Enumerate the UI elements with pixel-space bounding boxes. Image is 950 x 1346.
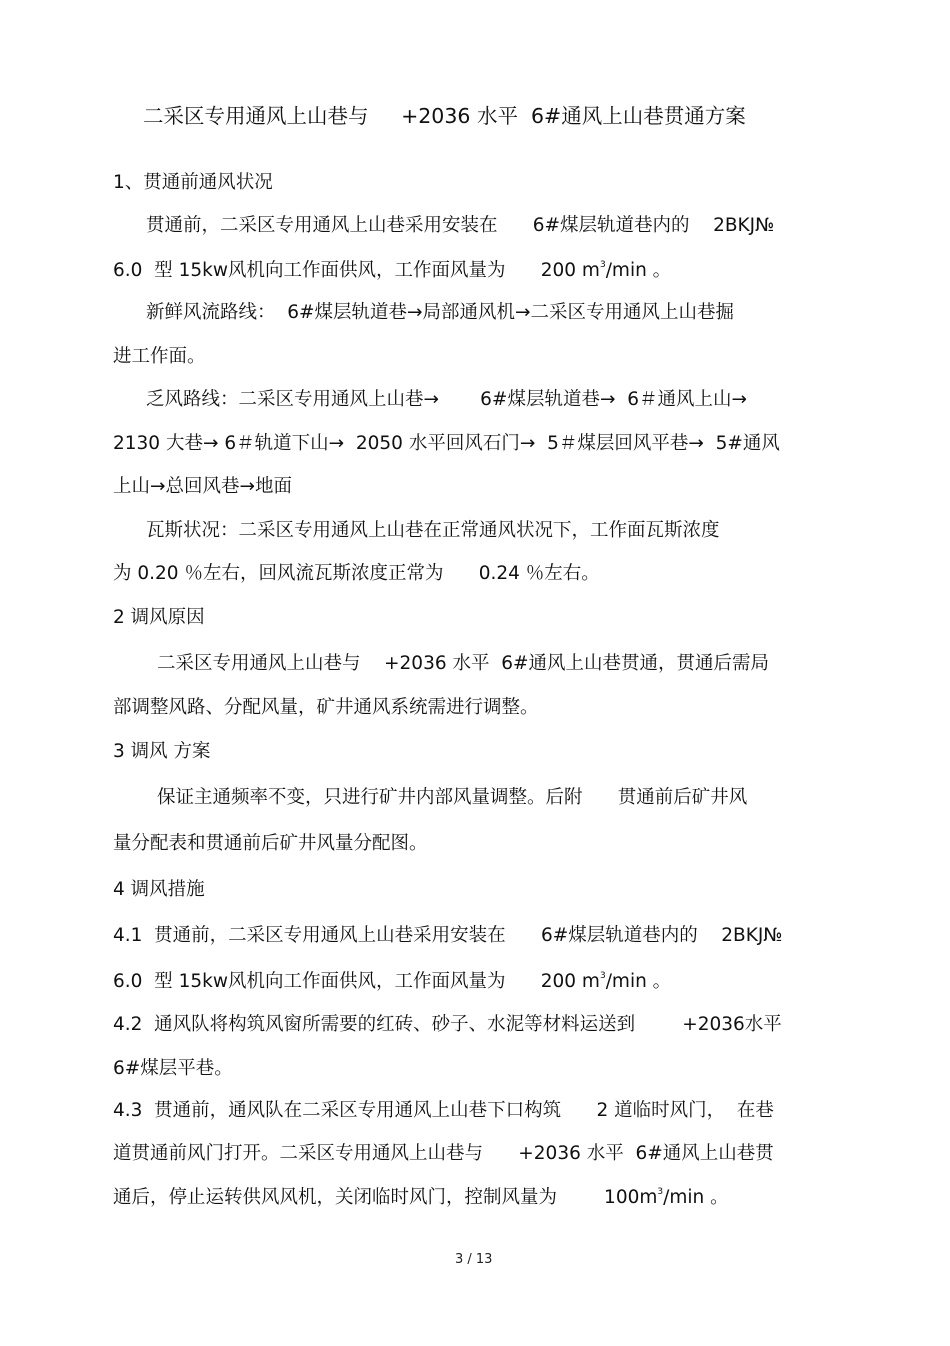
para-1-3-line-1: 乏风路线：二采区专用通风上山巷→ 6#煤层轨道巷→ 6＃通风上山→ (146, 389, 747, 410)
cubic-exponent: 3 (657, 1187, 664, 1197)
para-4-3-line-1: 4.3 贯通前，通风队在二采区专用通风上山巷下口构筑 2 道临时风门， 在巷 (113, 1100, 774, 1121)
para-4-2-line-1: 4.2 通风队将构筑风窗所需要的红砖、砂子、水泥等材料运送到 +2036水平 (113, 1014, 782, 1035)
heading-4: 4 调风措施 (113, 879, 205, 900)
heading-1: 1、贯通前通风状况 (113, 172, 273, 193)
para-3-1-line-2: 量分配表和贯通前后矿井风量分配图。 (113, 833, 428, 854)
heading-3: 3 调风 方案 (113, 741, 211, 762)
para-1-4-line-1: 瓦斯状况：二采区专用通风上山巷在正常通风状况下，工作面瓦斯浓度 (146, 520, 720, 541)
cubic-exponent: 3 (599, 260, 606, 270)
para-3-1-line-1: 保证主通频率不变，只进行矿井内部风量调整。后附 贯通前后矿井风 (157, 787, 748, 808)
para-4-3-line-3: 通后，停止运转供风风机，关闭临时风门，控制风量为 $100m^3/\min$ 。 (113, 1187, 729, 1208)
para-4-3-line-2: 道贯通前风门打开。二采区专用通风上山巷与 +2036 水平 6#通风上山巷贯 (113, 1143, 774, 1164)
para-2-1-line-2: 部调整风路、分配风量，矿井通风系统需进行调整。 (113, 697, 539, 718)
para-1-4-line-2: 为 0.20 ％左右，回风流瓦斯浓度正常为 0.24 ％左右。 (113, 563, 600, 584)
para-1-3-line-2: 2130 大巷→ 6＃轨道下山→ 2050 水平回风石门→ 5＃煤层回风平巷→ 5#通风 (113, 433, 780, 454)
para-4-2-line-2: 6#煤层平巷。 (113, 1058, 233, 1079)
page-title: 二采区专用通风上山巷与 +2036 水平 6#通风上山巷贯通方案 (143, 104, 746, 128)
page-number: 3 / 13 (455, 1252, 493, 1267)
para-1-1-line-2: 6.0 型 15kw风机向工作面供风，工作面风量为 200 $m^3/\min$ 。 (113, 260, 672, 281)
para-1-2-line-1: 新鲜风流路线： 6#煤层轨道巷→局部通风机→二采区专用通风上山巷掘 (146, 302, 735, 323)
para-1-2-line-2: 进工作面。 (113, 346, 206, 367)
heading-2: 2 调风原因 (113, 607, 205, 628)
para-1-3-line-3: 上山→总回风巷→地面 (113, 476, 293, 497)
para-1-1-line-1: 贯通前，二采区专用通风上山巷采用安装在 6#煤层轨道巷内的 2BKJ№ (146, 215, 775, 236)
para-4-1-line-1: 4.1 贯通前，二采区专用通风上山巷采用安装在 6#煤层轨道巷内的 2BKJ№ (113, 925, 783, 946)
para-4-1-line-2: 6.0 型 15kw风机向工作面供风，工作面风量为 200 $m^3/\min$ 。 (113, 971, 672, 992)
para-2-1-line-1: 二采区专用通风上山巷与 +2036 水平 6#通风上山巷贯通，贯通后需局 (157, 653, 770, 674)
cubic-exponent: 3 (599, 971, 606, 981)
